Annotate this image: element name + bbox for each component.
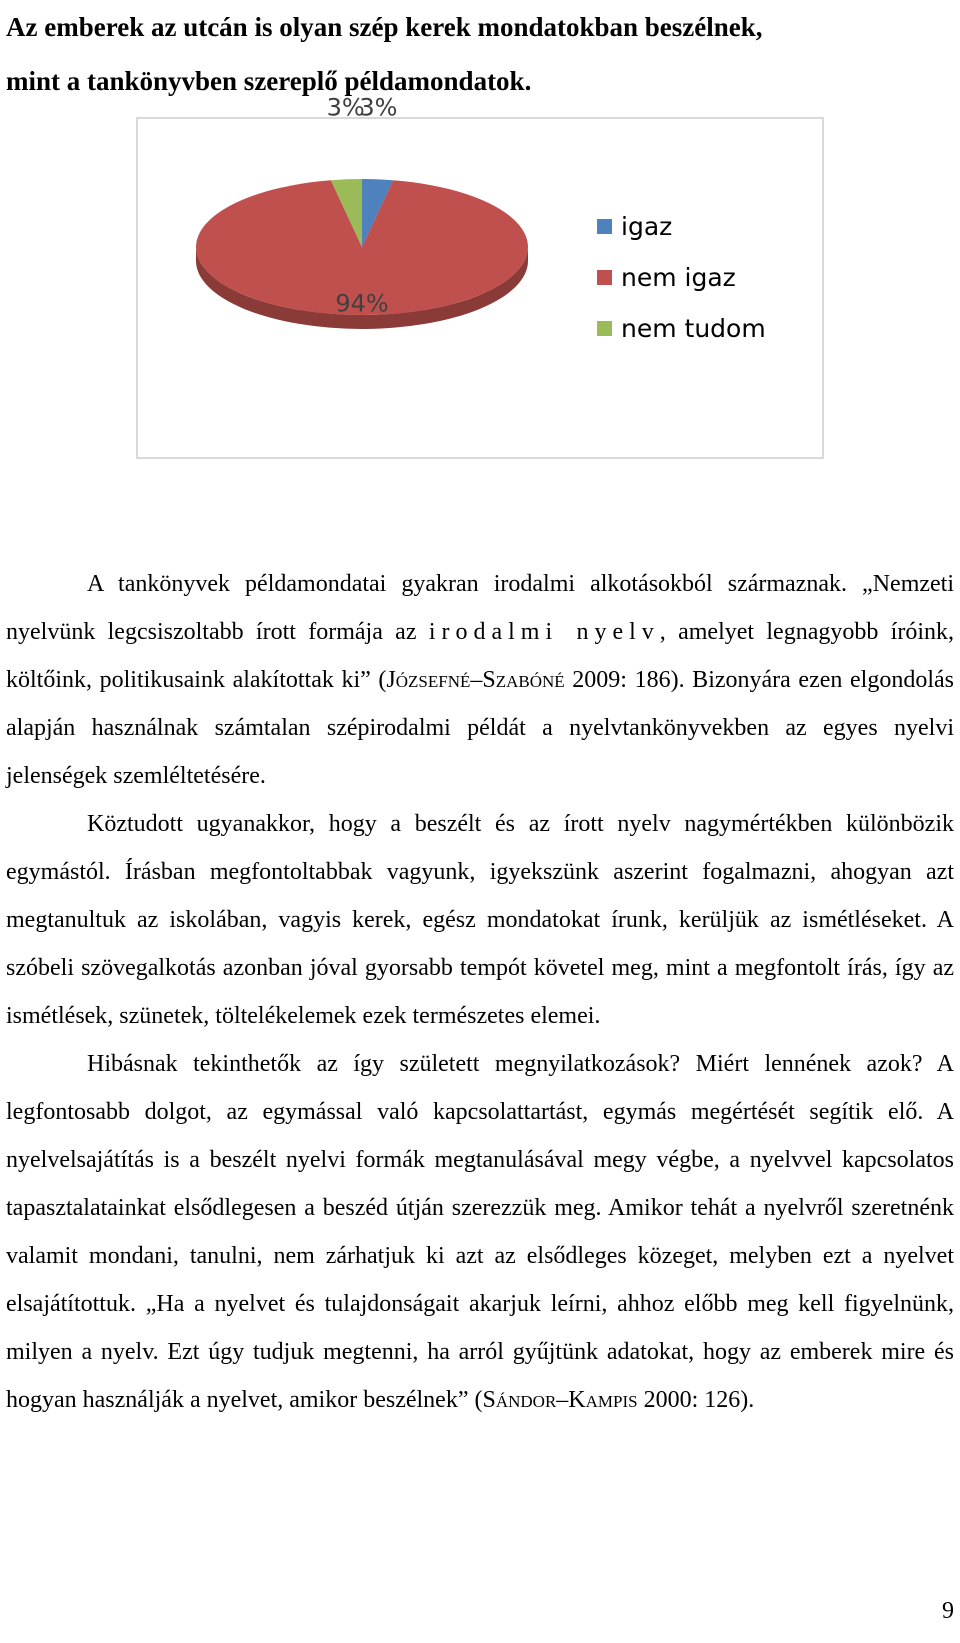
paragraph-3 <box>6 1040 954 1424</box>
data-label-igaz: 3% <box>359 93 398 122</box>
legend-item-igaz: igaz <box>621 212 673 241</box>
legend-item-nem-igaz: nem igaz <box>621 263 736 292</box>
data-label-nem-igaz: 94% <box>335 289 389 318</box>
paragraph-1 <box>6 560 954 800</box>
legend-item-nem-tudom: nem tudom <box>621 314 766 343</box>
paragraph-3-text-b: 2000: 126). <box>637 1387 755 1413</box>
paragraph-1-text-b: , amelyet legnagyobb íróink, költőink, politikusaink alakítottak ki” ( <box>6 619 955 693</box>
citation-author: Józsefné–Szabóné <box>386 667 565 693</box>
body-text <box>6 560 954 1424</box>
heading-line-2: mint a tankönyvben szereplő példamondatok. <box>6 66 532 96</box>
paragraph-1-text-c: 2009: 186). Bizonyára ezen elgondolás alapján használnak számtalan szépirodalmi példát a nyelvtankönyvekben az egyes nyelvi jelenségek szemléltetésére. <box>6 667 954 789</box>
paragraph-3-text-a: Hibásnak tekinthetők az így született megnyilatkozások? Miért lennének azok? A legfontosabb dolgot, az egymással való kapcsolattartást, egymás megértését segítik elő. A nyelvelsajátítás is a beszélt nyelvi formák megtanulásával megy végbe, a nyelvvel kapcsolatos tapasztalatainkat elsődlegesen a beszéd útján szerezzük meg. Amikor tehát a nyelvről szeretnénk valamit mondani, tanulni, nem zárhatjuk ki azt az elsődleges közeget, melyben ezt a nyelvet elsajátítottuk. „Ha a nyelvet és tulajdonságait akarjuk leírni, ahhoz előbb meg kell figyelnünk, milyen a nyelv. Ezt úgy tudjuk megtenni, ha arról gyűjtünk adatokat, hogy az emberek mire és hogyan használják a nyelvet, amikor beszélnek” ( <box>6 1051 954 1413</box>
heading-line-1: Az emberek az utcán is olyan szép kerek mondatokban beszélnek, <box>6 12 763 42</box>
citation-author: Sándor–Kampis <box>482 1387 638 1413</box>
paragraph-1-text-a: A tankönyvek példamondatai gyakran irodalmi alkotásokból származnak. „Nemzeti nyelvünk legcsiszoltabb írott formája az <box>6 571 954 645</box>
pie-chart-svg <box>138 93 822 457</box>
legend-swatch-nem-igaz <box>597 270 612 285</box>
paragraph-2: Köztudott ugyanakkor, hogy a beszélt és az írott nyelv nagymértékben különbözik egymástól. Írásban megfontoltabbak vagyunk, igyekszünk aszerint fogalmazni, ahogyan azt megtanultuk az iskolában, vagyis kerek, egész mondatokat írunk, kerüljük az ismétléseket. A szóbeli szövegalkotás azonban jóval gyorsabb tempót követel meg, mint a megfontolt írás, így az ismétlések, szünetek, töltelékelemek ezek természetes elemei. <box>6 811 954 1029</box>
legend-swatch-igaz <box>597 219 612 234</box>
data-label-nem-tudom: 3% <box>326 93 365 122</box>
page-number: 9 <box>942 1598 954 1624</box>
spaced-term: irodalmi nyelv <box>428 619 660 645</box>
legend-swatch-nem-tudom <box>597 321 612 336</box>
pie-chart <box>136 93 824 459</box>
section-heading <box>6 0 954 108</box>
